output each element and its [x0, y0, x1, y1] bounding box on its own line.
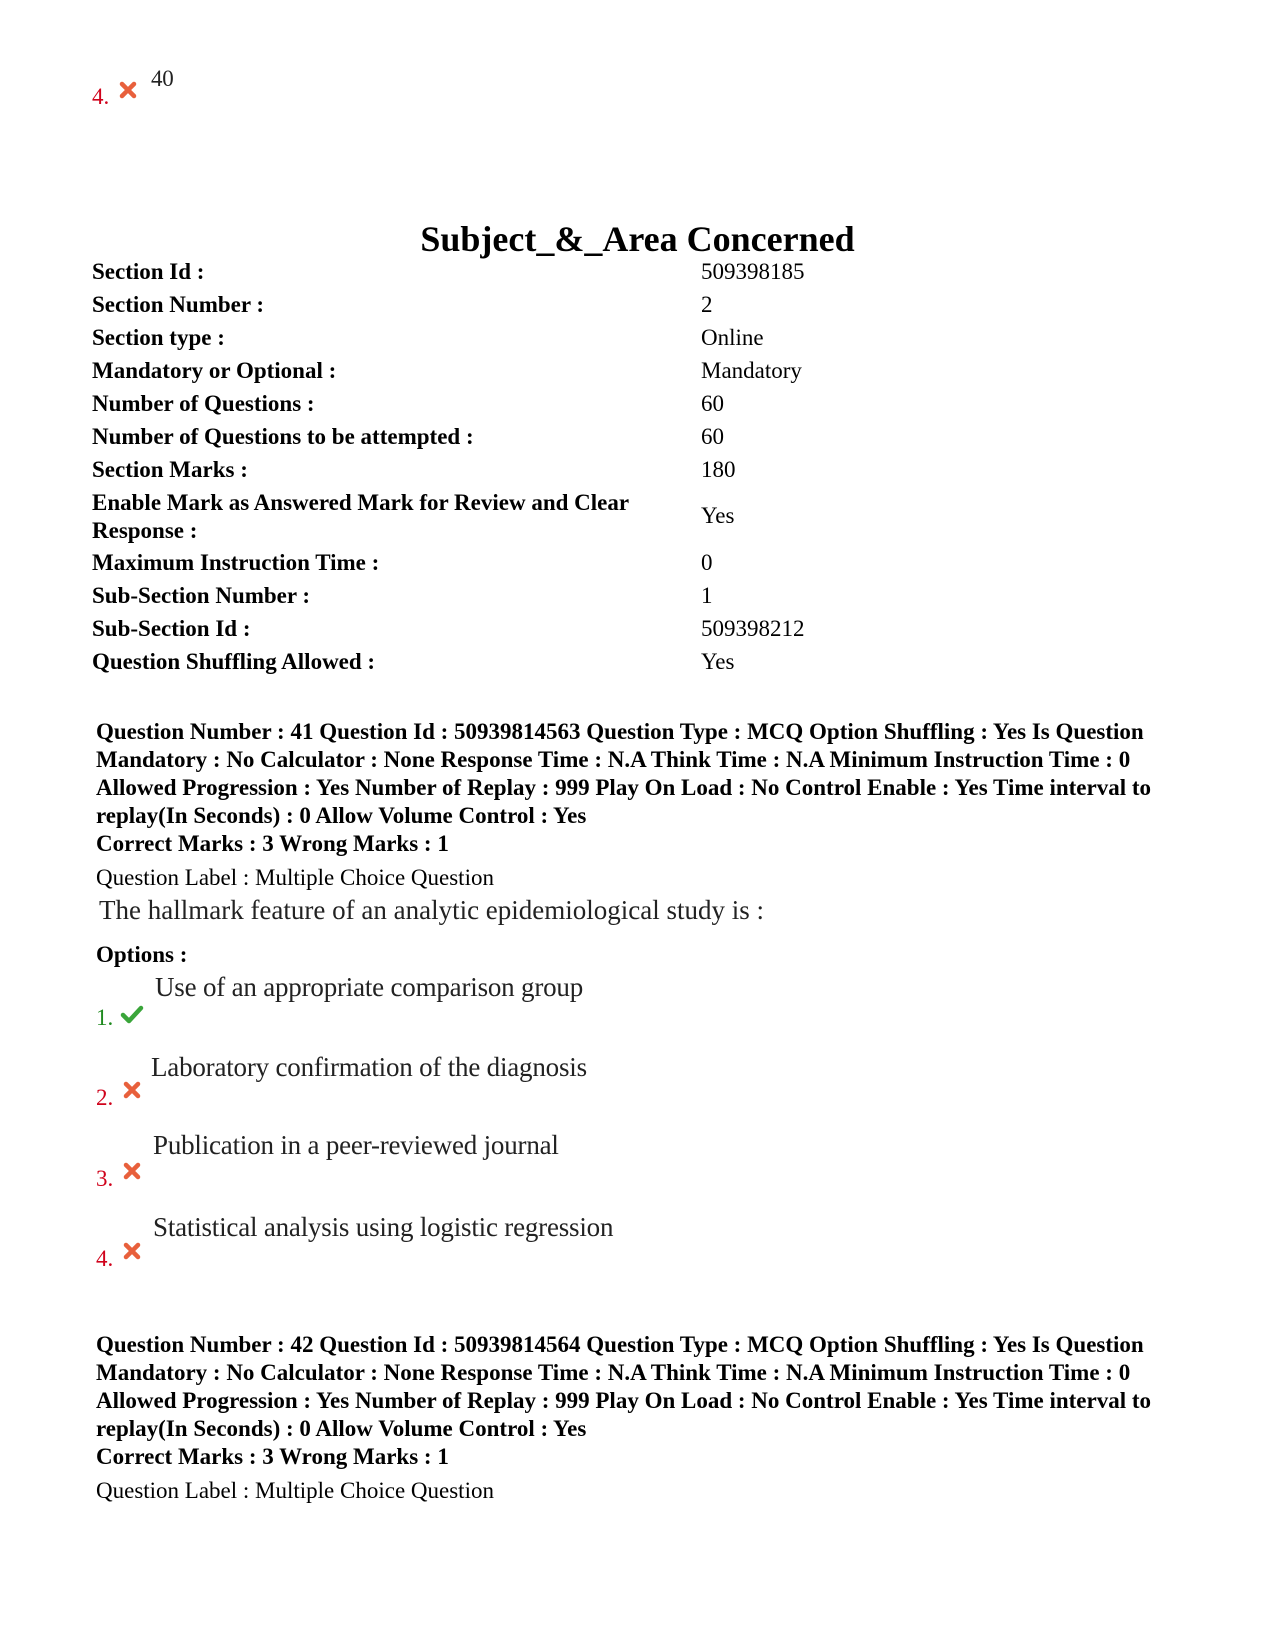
- cross-icon: [122, 1080, 142, 1100]
- option-number: 4.: [96, 1246, 114, 1271]
- question-meta: Question Number : 42 Question Id : 50939814564 Question Type : MCQ Option Shuffling : Yes Is Question Mandatory : No Calculator : None Response Time : N.A Think Time : N.A Minimum Instruction Time : 0 Allowed Progression : Yes Number of Replay : 999 Play On Load : No Control Enable : Yes Time interval to replay(In Seconds) : 0 Allow Volume Control : Yes: [96, 1332, 1152, 1441]
- info-value: 180: [701, 457, 736, 482]
- option-number: 4.: [92, 84, 110, 109]
- info-value: 60: [701, 424, 724, 449]
- cross-icon: [122, 1161, 142, 1181]
- section-title: Subject_&_Area Concerned: [420, 219, 855, 259]
- info-label: Question Shuffling Allowed :: [92, 649, 376, 674]
- info-label: Maximum Instruction Time :: [92, 550, 380, 575]
- options-heading: Options :: [96, 942, 188, 967]
- option-text: Statistical analysis using logistic regression: [153, 1212, 614, 1242]
- question-text: The hallmark feature of an analytic epidemiological study is :: [99, 895, 765, 925]
- option-text: Publication in a peer-reviewed journal: [153, 1130, 559, 1160]
- info-value: 60: [701, 391, 724, 416]
- info-label: Mandatory or Optional :: [92, 358, 337, 383]
- info-value: Online: [701, 325, 764, 350]
- option-number: 1.: [96, 1005, 114, 1030]
- info-value: 509398212: [701, 616, 805, 641]
- option-number: 3.: [96, 1166, 114, 1191]
- question-meta: Question Number : 41 Question Id : 50939814563 Question Type : MCQ Option Shuffling : Yes Is Question Mandatory : No Calculator : None Response Time : N.A Think Time : N.A Minimum Instruction Time : 0 Allowed Progression : Yes Number of Replay : 999 Play On Load : No Control Enable : Yes Time interval to replay(In Seconds) : 0 Allow Volume Control : Yes: [96, 719, 1152, 828]
- info-value: 0: [701, 550, 713, 575]
- info-value: 509398185: [701, 259, 805, 284]
- cross-icon: [122, 1241, 142, 1261]
- question-marks: Correct Marks : 3 Wrong Marks : 1: [96, 831, 449, 856]
- info-label: Enable Mark as Answered Mark for Review and Clear Response :: [92, 490, 629, 543]
- question-marks: Correct Marks : 3 Wrong Marks : 1: [96, 1444, 449, 1469]
- cross-icon: [118, 80, 138, 100]
- question-label: Question Label : Multiple Choice Question: [96, 865, 494, 890]
- info-value: 2: [701, 292, 713, 317]
- info-value: Yes: [701, 503, 735, 528]
- option-number: 2.: [96, 1085, 114, 1110]
- info-value: Mandatory: [701, 358, 802, 383]
- info-label: Section Number :: [92, 292, 265, 317]
- info-value: 1: [701, 583, 713, 608]
- check-icon: [120, 1004, 144, 1024]
- info-label: Number of Questions :: [92, 391, 315, 416]
- option-text: 40: [151, 66, 174, 91]
- info-label: Section type :: [92, 325, 225, 350]
- info-label: Number of Questions to be attempted :: [92, 424, 474, 449]
- option-text: Use of an appropriate comparison group: [155, 972, 584, 1002]
- info-label: Section Id :: [92, 259, 205, 284]
- info-label: Sub-Section Number :: [92, 583, 311, 608]
- option-text: Laboratory confirmation of the diagnosis: [151, 1052, 587, 1082]
- info-label: Section Marks :: [92, 457, 248, 482]
- question-label: Question Label : Multiple Choice Question: [96, 1478, 494, 1503]
- info-value: Yes: [701, 649, 735, 674]
- info-label: Sub-Section Id :: [92, 616, 251, 641]
